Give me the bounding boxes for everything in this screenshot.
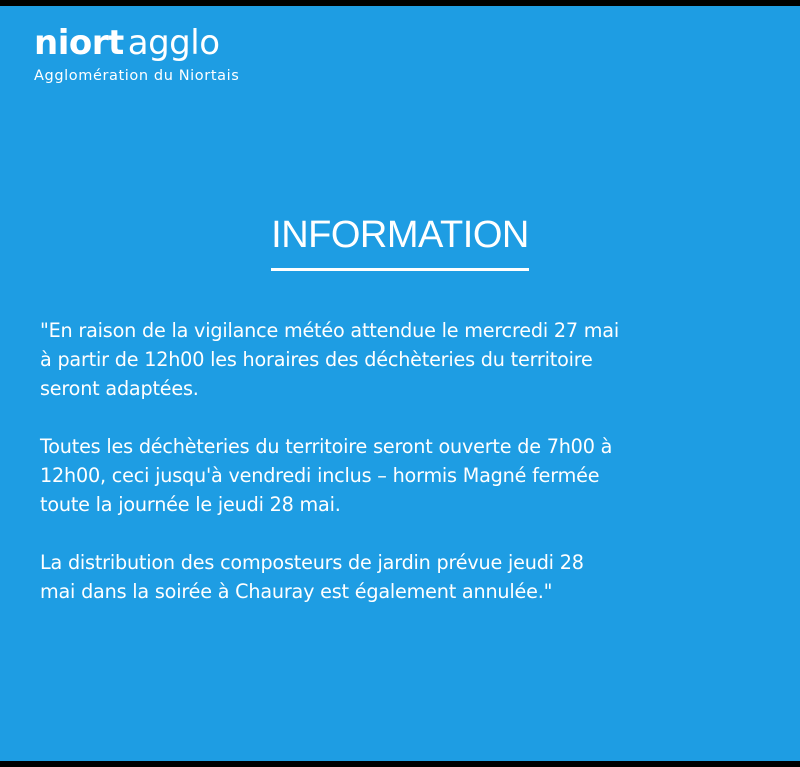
paragraph-line: à partir de 12h00 les horaires des déchèteries du territoire: [40, 348, 593, 371]
paragraph-1: [40, 316, 780, 403]
announcement-card: [0, 6, 800, 761]
paragraph-line: "En raison de la vigilance météo attendue le mercredi 27 mai: [40, 319, 619, 342]
paragraph-line: Toutes les déchèteries du territoire seront ouverte de 7h00 à: [40, 435, 613, 458]
page-title: INFORMATION: [271, 216, 529, 271]
paragraph-line: La distribution des composteurs de jardin prévue jeudi 28: [40, 551, 584, 574]
logo-wordmark: [34, 23, 239, 63]
announcement-body: [40, 316, 780, 635]
logo-brand-light: agglo: [127, 23, 220, 63]
paragraph-3: [40, 548, 780, 606]
niort-agglo-logo: [34, 23, 240, 84]
paragraph-line: toute la journée le jeudi 28 mai.: [40, 493, 341, 516]
logo-brand-bold: niort: [34, 23, 124, 63]
logo-tagline: Agglomération du Niortais: [34, 68, 240, 84]
paragraph-2: [40, 432, 780, 519]
paragraph-line: seront adaptées.: [40, 377, 199, 400]
heading-container: [0, 216, 800, 271]
paragraph-line: 12h00, ceci jusqu'à vendredi inclus – hormis Magné fermée: [40, 464, 600, 487]
paragraph-line: mai dans la soirée à Chauray est également annulée.": [40, 580, 553, 603]
